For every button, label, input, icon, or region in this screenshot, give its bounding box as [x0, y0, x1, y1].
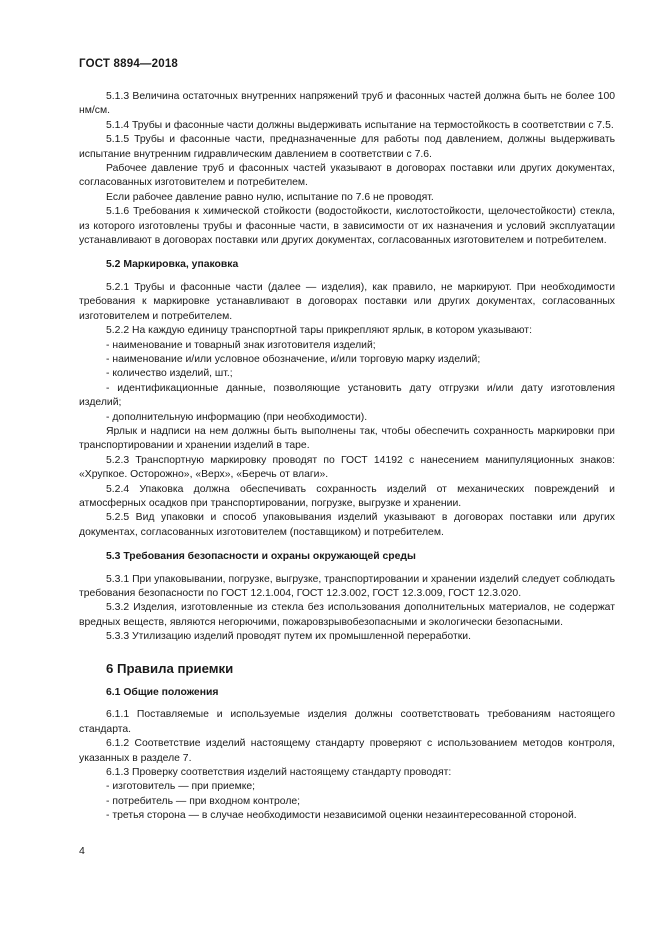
clause-5-1-4: 5.1.4 Трубы и фасонные части должны выдерживать испытание на термостойкость в соответствии с 7.5. [106, 119, 614, 131]
clause-5-1-5-zero-pressure: Если рабочее давление равно нулю, испытание по 7.6 не проводят. [106, 191, 434, 203]
list-item: - третья сторона — в случае необходимости независимой оценки незаинтересованной стороной. [106, 810, 577, 822]
section-heading-6: 6 Правила приемки [106, 660, 234, 676]
clause-5-2-2: 5.2.2 На каждую единицу транспортной тары прикрепляют ярлык, в котором указывают: [106, 325, 532, 337]
clause-6-1-3: 6.1.3 Проверку соответствия изделий настоящему стандарту проводят: [106, 767, 452, 779]
clause-5-1-5-working-pressure: Рабочее давление труб и фасонных частей указывают в договорах поставки или других документах, согласованных изготовителем и потребителем. [79, 163, 615, 189]
section-heading-5-2: 5.2 Маркировка, упаковка [106, 259, 239, 271]
clause-5-1-3: 5.1.3 Величина остаточных внутренних напряжений труб и фасонных частей должна быть не более 100 нм/см. [79, 91, 615, 117]
document-body [79, 90, 615, 824]
standard-header: ГОСТ 8894—2018 [79, 58, 179, 70]
list-item: - количество изделий, шт.; [106, 368, 233, 380]
list-item: - идентификационные данные, позволяющие установить дату отгрузки и/или дату изготовления изделий; [79, 382, 615, 409]
list-item: - наименование и/или условное обозначение, и/или торговую марку изделий; [106, 353, 481, 365]
section-heading-6-1: 6.1 Общие положения [106, 687, 219, 699]
clause-5-3-2: 5.3.2 Изделия, изготовленные из стекла без использования дополнительных материалов, не содержат вредных веществ, являются негорючими, пожаровзрывобезопасными и экологически безопасными. [79, 602, 615, 628]
section-heading-5-3: 5.3 Требования безопасности и охраны окружающей среды [106, 551, 416, 563]
list-item: - наименование и товарный знак изготовителя изделий; [106, 339, 376, 351]
clause-5-2-2-label-note: Ярлык и надписи на нем должны быть выполнены так, чтобы обеспечить сохранность маркировки при транспортировании и хранении изделий в таре. [79, 425, 615, 452]
list-item: - потребитель — при входном контроле; [106, 795, 301, 807]
clause-5-2-4: 5.2.4 Упаковка должна обеспечивать сохранность изделий от механических повреждений и атмосферных осадков при транспортировании, погрузке, выгрузке и хранении. [79, 483, 615, 509]
clause-5-2-1: 5.2.1 Трубы и фасонные части (далее — изделия), как правило, не маркируют. При необходимости требования к маркировке устанавливают в договорах поставки или других документах, согласованных изготовителем и потребителем. [79, 281, 615, 322]
list-item: - дополнительную информацию (при необходимости). [106, 411, 368, 423]
clause-5-2-3: 5.2.3 Транспортную маркировку проводят по ГОСТ 14192 с нанесением манипуляционных знаков: «Хрупкое. Осторожно», «Верх», «Беречь от влаги». [79, 454, 615, 481]
page-number: 4 [79, 845, 85, 857]
clause-5-3-3: 5.3.3 Утилизацию изделий проводят путем их промышленной переработки. [106, 631, 471, 643]
clause-5-1-5: 5.1.5 Трубы и фасонные части, предназначенные для работы под давлением, должны выдерживать испытание внутренним гидравлическим давлением в соответствии с 7.6. [79, 134, 615, 160]
clause-5-2-5: 5.2.5 Вид упаковки и способ упаковывания изделий указывают в договорах поставки или других документах, согласованных изготовителем (поставщиком) и потребителем. [79, 512, 615, 538]
clause-6-1-1: 6.1.1 Поставляемые и используемые изделия должны соответствовать требованиям настоящего стандарта. [79, 709, 615, 735]
clause-6-1-2: 6.1.2 Соответствие изделий настоящему стандарту проверяют с использованием методов контроля, указанных в разделе 7. [79, 738, 615, 764]
clause-5-3-1: 5.3.1 При упаковывании, погрузке, выгрузке, транспортировании и хранении изделий следует соблюдать требования безопасности по ГОСТ 12.1.004, ГОСТ 12.3.002, ГОСТ 12.3.009, ГОСТ 12.3.020. [79, 573, 615, 599]
clause-5-1-6: 5.1.6 Требования к химической стойкости (водостойкости, кислотостойкости, щелочестойкости) стекла, из которого изготовлены трубы и фасонные части, в зависимости от их назначения и условий эксплуатации устанавливают в договорах поставки или других документах, согласованных изготовителем и потребителем. [79, 206, 615, 247]
list-item: - изготовитель — при приемке; [106, 781, 256, 793]
